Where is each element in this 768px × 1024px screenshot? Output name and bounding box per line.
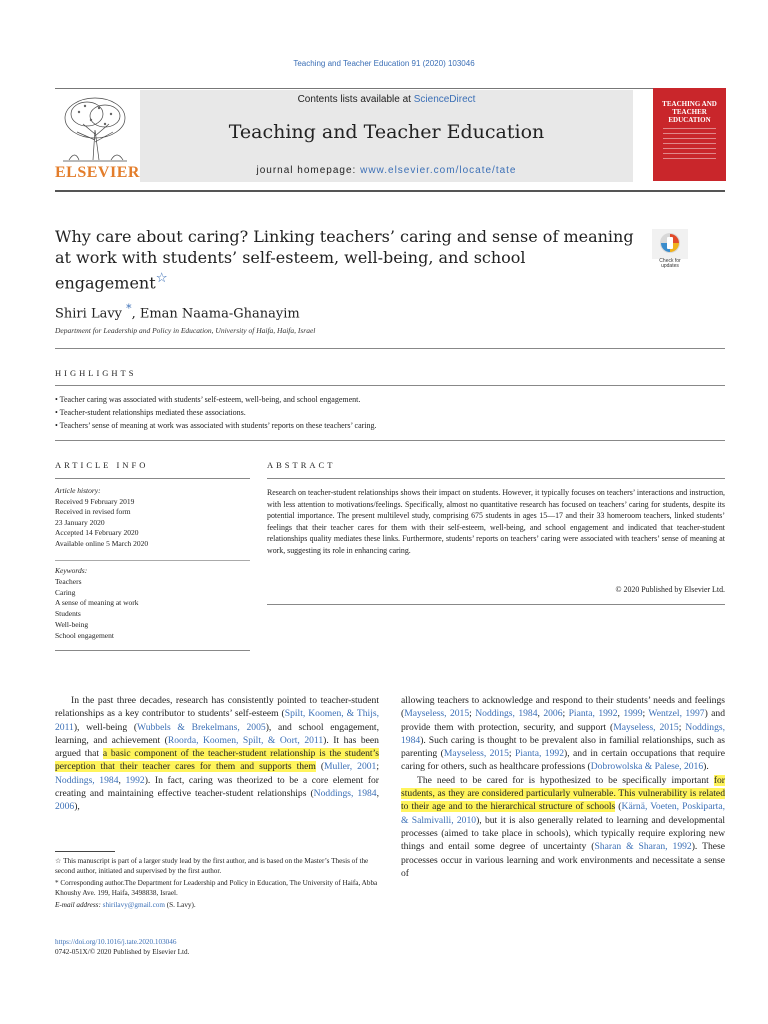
text-run: allowing teachers to acknowledge and respond to their students’ needs and feelings ( xyxy=(401,695,725,720)
text-run: ). It has been argued that xyxy=(55,734,379,760)
history-item: Available online 5 March 2020 xyxy=(55,538,149,548)
highlighted-text: for students, as they are considered particularly vulnerable. This vulnerability is related to their age and to the hierarchical structure of schools xyxy=(401,774,725,813)
text-run: , xyxy=(537,708,544,720)
footnote-corresponding: * Corresponding author.The Department for Leadership and Policy in Education, The University of Haifa, Abba Khoushy Ave. 199, Haifa, 3498838, Israel. xyxy=(55,879,378,897)
history-item: Received in revised form xyxy=(55,507,131,516)
author-2[interactable]: Eman Naama-Ghanayim xyxy=(139,306,300,322)
text-run: ) and provide them with protection, security, and support ( xyxy=(401,708,726,733)
corresponding-author-mark[interactable]: * xyxy=(126,302,132,315)
citation-link[interactable]: Wubbels & Brekelmans, 2005 xyxy=(137,721,266,733)
journal-reference-link[interactable]: Teaching and Teacher Education 91 (2020) 103046 xyxy=(293,59,475,68)
body-paragraph xyxy=(55,694,379,814)
journal-cover-thumbnail[interactable] xyxy=(653,88,726,181)
footnote-rule xyxy=(55,851,115,852)
history-item: Accepted 14 February 2020 xyxy=(55,528,139,537)
highlight-item: • Teacher caring was associated with students’ self-esteem, well-being, and school engagement. xyxy=(55,395,361,404)
text-run: ). In fact, caring was theorized to be a core element for creating and maintaining effective teacher-student relationships ( xyxy=(55,774,380,800)
crossmark-badge[interactable] xyxy=(652,229,688,269)
citation-link[interactable]: Noddings, 1984 xyxy=(475,708,538,720)
text-run: , xyxy=(118,774,126,786)
article-title-text: Why care about caring? Linking teachers’ caring and sense of meaning at work with students’ self-esteem, well-being, and school engagement xyxy=(55,227,634,293)
cover-title: TEACHING AND TEACHER EDUCATION xyxy=(662,100,717,124)
text-run: ). xyxy=(703,761,709,773)
author-separator: , xyxy=(131,306,140,322)
divider xyxy=(55,650,250,651)
affiliation: Department for Leadership and Policy in Education, University of Haifa, Haifa, Israel xyxy=(55,326,316,335)
history-item: 23 January 2020 xyxy=(55,517,105,527)
citation-link[interactable]: Roorda, Koomen, Spilt, & Oort, 2011 xyxy=(167,734,324,746)
citation-link[interactable]: 2006 xyxy=(55,801,75,813)
text-run: ), well-being ( xyxy=(73,721,138,733)
issn-copyright: 0742-051X/© 2020 Published by Elsevier Ltd. xyxy=(55,948,190,956)
divider xyxy=(55,478,250,479)
citation-link[interactable]: Mayseless, 2015 xyxy=(404,708,470,720)
keyword-item: Well-being xyxy=(55,619,89,629)
keyword-item: Caring xyxy=(55,587,76,597)
highlighted-text: a basic component of the teacher-student relationship is the student’s perception that their teacher cares for them and supports them xyxy=(55,748,379,773)
homepage-prefix: journal homepage: xyxy=(256,165,361,176)
cover-text-lines xyxy=(663,128,716,163)
divider xyxy=(55,560,250,561)
citation-link[interactable]: Muller, 2001 xyxy=(324,761,377,773)
citation-link[interactable]: Noddings, 1984 xyxy=(55,774,119,786)
text-run: ; xyxy=(508,748,515,760)
body-column-right xyxy=(401,694,725,880)
divider xyxy=(55,440,725,441)
journal-homepage-line xyxy=(140,165,633,176)
highlights-list xyxy=(55,393,725,432)
text-run: ). These processes occur in various learning and work environments and necessitate a sense of xyxy=(401,841,726,879)
divider xyxy=(267,604,725,605)
text-run: , xyxy=(617,708,624,720)
text-run: ; xyxy=(376,761,380,773)
highlights-heading: HIGHLIGHTS xyxy=(55,368,137,378)
crossmark-icon xyxy=(652,229,688,259)
citation-link[interactable]: Dobrowolska & Palese, 2016 xyxy=(590,761,704,773)
article-info-heading: ARTICLE INFO xyxy=(55,460,149,470)
citation-link[interactable]: Noddings, 1984 xyxy=(401,721,725,746)
elsevier-wordmark: ELSEVIER xyxy=(55,164,140,181)
keywords xyxy=(55,566,250,642)
history-item: Received 9 February 2019 xyxy=(55,496,135,506)
doi-link[interactable]: https://doi.org/10.1016/j.tate.2020.103046 xyxy=(55,938,177,946)
journal-homepage-link[interactable]: www.elsevier.com/locate/tate xyxy=(360,165,517,176)
keyword-item: Teachers xyxy=(55,576,82,586)
contents-line xyxy=(140,94,633,105)
sciencedirect-link[interactable]: ScienceDirect xyxy=(413,94,476,105)
text-run: ), and school engagement, learning, and achievement ( xyxy=(55,721,379,746)
doi-block xyxy=(55,937,379,957)
citation-link[interactable]: 2006 xyxy=(543,708,563,720)
citation-link[interactable]: Pianta, 1992 xyxy=(568,708,618,720)
highlight-item: • Teacher-student relationships mediated these associations. xyxy=(55,408,246,417)
citation-link[interactable]: Mayseless, 2015 xyxy=(443,748,509,760)
highlight-item: • Teachers’ sense of meaning at work was associated with students’ reports on these teachers’ caring. xyxy=(55,421,377,430)
text-run: ; xyxy=(562,708,569,720)
citation-link[interactable]: Kärnä, Voeten, Poskiparta, & Salmivalli, 2010 xyxy=(401,801,726,826)
divider xyxy=(55,385,725,386)
email-link[interactable]: shirilavy@gmail.com xyxy=(102,901,165,909)
divider xyxy=(55,348,725,349)
text-run: ; xyxy=(642,708,649,720)
body-column-left xyxy=(55,694,379,814)
author-line xyxy=(55,302,300,321)
text-run: ; xyxy=(678,721,686,733)
text-run: ( xyxy=(315,761,325,773)
divider xyxy=(267,478,725,479)
crossmark-label: Check for updates xyxy=(659,258,681,269)
citation-link[interactable]: Mayseless, 2015 xyxy=(613,721,679,733)
title-footnote-mark[interactable]: ☆ xyxy=(155,271,168,286)
text-run: , xyxy=(376,788,379,800)
keyword-item: A sense of meaning at work xyxy=(55,598,139,608)
text-run: ). Such caring is thought to be prevalent also in familial relationships, such as parenting ( xyxy=(401,734,725,760)
text-run: ), xyxy=(74,801,80,813)
citation-link[interactable]: 1992 xyxy=(125,774,145,786)
abstract-heading: ABSTRACT xyxy=(267,460,336,470)
citation-link[interactable]: Wentzel, 1997 xyxy=(648,708,705,720)
text-run: In the past three decades, research has consistently pointed to teacher-student relationships as a key contributor to students’ self-esteem ( xyxy=(55,695,379,720)
masthead-top-rule xyxy=(55,88,725,89)
body-paragraph xyxy=(401,774,725,880)
citation-link[interactable]: Spilt, Koomen, & Thijs, 2011 xyxy=(55,708,379,733)
masthead-bottom-rule xyxy=(55,190,725,192)
citation-link[interactable]: Sharan & Sharan, 1992 xyxy=(594,841,692,853)
citation-link[interactable]: Noddings, 1984 xyxy=(313,788,377,800)
text-run: ), and in certain occupations that require caring for others, such as healthcare professions ( xyxy=(401,748,726,773)
citation-link[interactable]: 1999 xyxy=(623,708,643,720)
body-paragraph xyxy=(401,694,725,774)
contents-prefix: Contents lists available at xyxy=(297,94,414,105)
history-label: Article history: xyxy=(55,486,101,495)
keyword-item: Students xyxy=(55,609,81,619)
text-run: The need to be cared for is hypothesized to be specifically important xyxy=(417,774,714,786)
keyword-item: School engagement xyxy=(55,630,114,640)
footnote-email xyxy=(55,900,379,910)
author-1[interactable]: Shiri Lavy xyxy=(55,306,123,322)
abstract-copyright: © 2020 Published by Elsevier Ltd. xyxy=(615,585,725,594)
article-history xyxy=(55,486,250,549)
footnote-star: ☆ This manuscript is part of a larger study lead by the first author, and is based on the Master’s Thesis of the second author, initiated and supervised by the first author. xyxy=(55,857,369,875)
citation-link[interactable]: Pianta, 1992 xyxy=(514,748,564,760)
footnotes xyxy=(55,856,379,912)
text-run: ; xyxy=(469,708,476,720)
email-suffix: (S. Lavy). xyxy=(164,901,196,909)
email-label: E-mail address: xyxy=(55,901,103,909)
text-run: ), but it is also generally related to learning and developmental processes (aimed to take place in schools), which typically require exploring new things and entail some degree of uncertainty ( xyxy=(401,814,725,853)
abstract-text: Research on teacher-student relationships shows their impact on students. However, it typically focuses on teachers’ interactions and instruction, with less attention to motivations/feelings. Specifically, almost no quantitative research has focused on teachers’ caring for students, despite its potential importance. The present multilevel study, comprising 675 students in ages 15—17 and their 33 homeroom teachers, linked students’ feelings that their teacher cares for them with their self-esteem, well-being, and school engagement and indicated that teacher-student relationships quality mediates these links. Furthermore, students’ reports on teachers’ caring were associated with teachers’ sense of meaning at work, suggesting its role in enhancing caring. xyxy=(267,488,725,555)
article-title xyxy=(55,226,640,293)
keywords-label: Keywords: xyxy=(55,566,88,575)
journal-title: Teaching and Teacher Education xyxy=(228,121,545,143)
text-run: ( xyxy=(615,801,622,813)
